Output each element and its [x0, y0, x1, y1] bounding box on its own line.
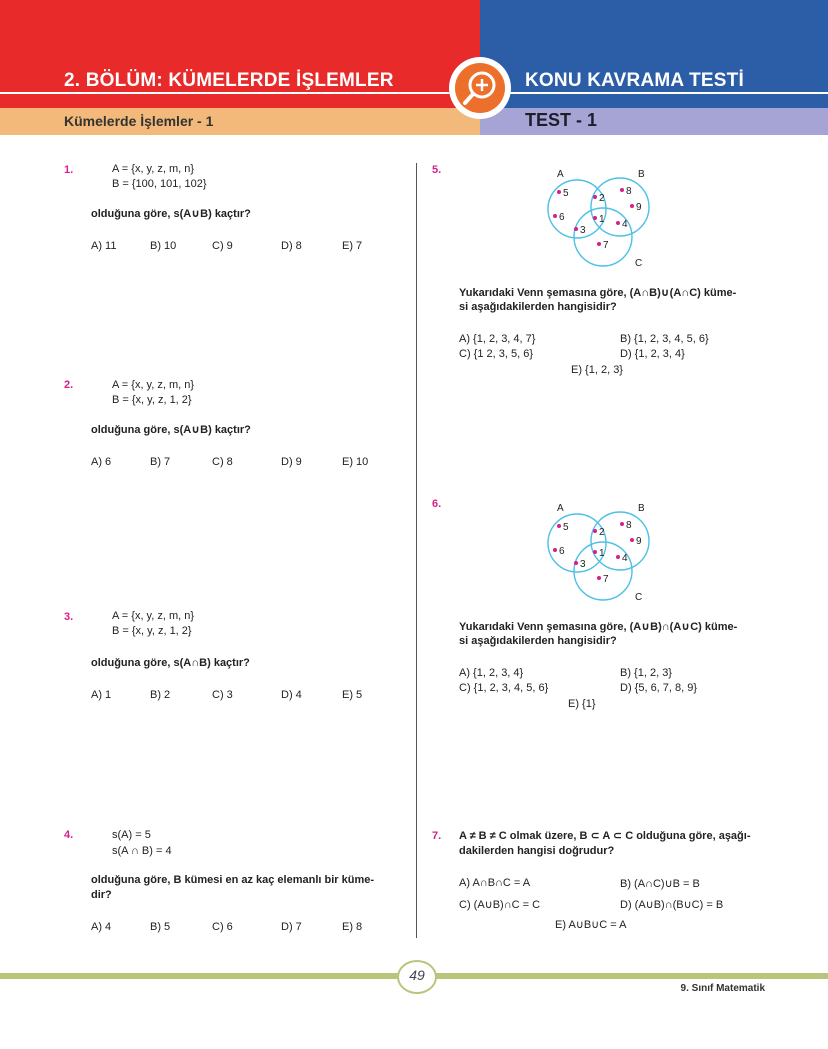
question-6-option-b[interactable]: B) {1, 2, 3} — [620, 667, 672, 679]
test-type-title: KONU KAVRAMA TESTİ — [525, 70, 744, 91]
question-4-option-e[interactable]: E) 8 — [342, 921, 363, 933]
venn-5-element: 8 — [626, 186, 632, 197]
question-5-venn-diagram — [535, 163, 665, 273]
venn-5-element: 4 — [622, 219, 628, 230]
question-2-option-d[interactable]: D) 9 — [281, 456, 302, 468]
venn-6-element: 6 — [559, 546, 565, 557]
question-4-option-a[interactable]: A) 4 — [91, 921, 112, 933]
question-4-option-b[interactable]: B) 5 — [150, 921, 171, 933]
chapter-title: 2. BÖLÜM: KÜMELERDE İŞLEMLER — [64, 70, 394, 91]
question-7-prompt-line-2: dakilerden hangisi doğrudur? — [459, 845, 615, 857]
question-2-option-c[interactable]: C) 8 — [212, 456, 233, 468]
question-4-prompt-line-1: olduğuna göre, B kümesi en az kaç elemanlı bir küme- — [91, 874, 375, 886]
venn-6-element: 8 — [626, 520, 632, 531]
question-5-prompt-line-2: si aşağıdakilerden hangisidir? — [459, 301, 617, 313]
question-3-option-c[interactable]: C) 3 — [212, 689, 233, 701]
venn-5-element: 1 — [599, 214, 605, 225]
question-6-number: 6. — [432, 498, 442, 510]
question-3-prompt: olduğuna göre, s(A∩B) kaçtır? — [91, 657, 250, 669]
venn-5-element: 2 — [599, 193, 605, 204]
question-5-option-d[interactable]: D) {1, 2, 3, 4} — [620, 348, 685, 360]
question-3-option-e[interactable]: E) 5 — [342, 689, 363, 701]
page-number: 49 — [409, 967, 425, 983]
question-5-option-e[interactable]: E) {1, 2, 3} — [571, 364, 623, 376]
question-6-option-d[interactable]: D) {5, 6, 7, 8, 9} — [620, 682, 698, 694]
venn-5-element: 5 — [563, 188, 569, 199]
question-7-option-d[interactable]: D) (A∪B)∩(B∪C) = B — [620, 899, 724, 911]
question-6-prompt-line-1: Yukarıdaki Venn şemasına göre, (A∪B)∩(A∪C) küme- — [459, 621, 738, 633]
question-2-number: 2. — [64, 379, 74, 391]
question-2-option-e[interactable]: E) 10 — [342, 456, 369, 468]
question-3-given-b: B = {x, y, z, 1, 2} — [112, 625, 192, 637]
question-4-given-b: s(A ∩ B) = 4 — [112, 845, 172, 857]
subtopic-title: Kümelerde İşlemler - 1 — [64, 113, 214, 129]
magnifier-icon — [455, 63, 505, 113]
venn-5-label-c: C — [635, 258, 643, 269]
venn-6-element: 4 — [622, 553, 628, 564]
question-6-option-e[interactable]: E) {1} — [568, 698, 596, 710]
question-7-number: 7. — [432, 830, 442, 842]
question-2-option-b[interactable]: B) 7 — [150, 456, 171, 468]
question-4-given-a: s(A) = 5 — [112, 829, 151, 841]
venn-5-element: 7 — [603, 240, 609, 251]
question-5-option-a[interactable]: A) {1, 2, 3, 4, 7} — [459, 333, 536, 345]
question-1-option-c[interactable]: C) 9 — [212, 240, 233, 252]
question-6-option-a[interactable]: A) {1, 2, 3, 4} — [459, 667, 524, 679]
question-2-prompt: olduğuna göre, s(A∪B) kaçtır? — [91, 424, 251, 436]
column-divider — [416, 163, 417, 938]
venn-6-label-a: A — [557, 503, 564, 514]
question-1-option-b[interactable]: B) 10 — [150, 240, 177, 252]
question-7-option-e[interactable]: E) A∪B∪C = A — [555, 919, 627, 931]
venn-6-element: 9 — [636, 536, 642, 547]
venn-6-element: 3 — [580, 559, 586, 570]
question-5-option-c[interactable]: C) {1 2, 3, 5, 6} — [459, 348, 533, 360]
venn-6-label-c: C — [635, 592, 643, 603]
question-1-option-a[interactable]: A) 11 — [91, 240, 117, 252]
venn-5-element: 6 — [559, 212, 565, 223]
question-4-number: 4. — [64, 829, 74, 841]
venn-5-label-b: B — [638, 169, 645, 180]
test-label: TEST - 1 — [525, 110, 598, 130]
question-3-option-a[interactable]: A) 1 — [91, 689, 112, 701]
question-1-given-b: B = {100, 101, 102} — [112, 178, 207, 190]
question-7-option-c[interactable]: C) (A∪B)∩C = C — [459, 899, 541, 911]
question-2-given-b: B = {x, y, z, 1, 2} — [112, 394, 192, 406]
venn-6-element: 5 — [563, 522, 569, 533]
venn-5-element: 9 — [636, 202, 642, 213]
question-3-option-b[interactable]: B) 2 — [150, 689, 171, 701]
venn-6-label-b: B — [638, 503, 645, 514]
venn-6-element: 1 — [599, 548, 605, 559]
question-1-option-d[interactable]: D) 8 — [281, 240, 302, 252]
question-6-prompt-line-2: si aşağıdakilerden hangisidir? — [459, 635, 617, 647]
question-7-option-b[interactable]: B) (A∩C)∪B = B — [620, 878, 700, 890]
question-7-option-a[interactable]: A) A∩B∩C = A — [459, 877, 531, 889]
question-3-given-a: A = {x, y, z, m, n} — [112, 610, 195, 622]
venn-6-element: 7 — [603, 574, 609, 585]
question-6-venn-diagram — [535, 497, 665, 607]
question-4-option-d[interactable]: D) 7 — [281, 921, 302, 933]
question-6-option-c[interactable]: C) {1, 2, 3, 4, 5, 6} — [459, 682, 549, 694]
question-2-option-a[interactable]: A) 6 — [91, 456, 112, 468]
question-4-prompt-line-2: dir? — [91, 889, 112, 901]
question-5-prompt-line-1: Yukarıdaki Venn şemasına göre, (A∩B)∪(A∩C) küme- — [459, 287, 737, 299]
question-1-number: 1. — [64, 164, 74, 176]
question-2-given-a: A = {x, y, z, m, n} — [112, 379, 195, 391]
question-5-option-b[interactable]: B) {1, 2, 3, 4, 5, 6} — [620, 333, 709, 345]
question-1-given-a: A = {x, y, z, m, n} — [112, 163, 195, 175]
question-5-number: 5. — [432, 164, 442, 176]
venn-5-element: 3 — [580, 225, 586, 236]
question-1-option-e[interactable]: E) 7 — [342, 240, 363, 252]
header-divider-line — [0, 92, 828, 94]
question-7-prompt-line-1: A ≠ B ≠ C olmak üzere, B ⊂ A ⊂ C olduğuna göre, aşağı- — [459, 830, 751, 842]
question-3-number: 3. — [64, 611, 74, 623]
question-1-prompt: olduğuna göre, s(A∪B) kaçtır? — [91, 208, 251, 220]
venn-6-element: 2 — [599, 527, 605, 538]
question-4-option-c[interactable]: C) 6 — [212, 921, 233, 933]
venn-5-label-a: A — [557, 169, 564, 180]
book-title: 9. Sınıf Matematik — [680, 983, 765, 994]
question-3-option-d[interactable]: D) 4 — [281, 689, 302, 701]
